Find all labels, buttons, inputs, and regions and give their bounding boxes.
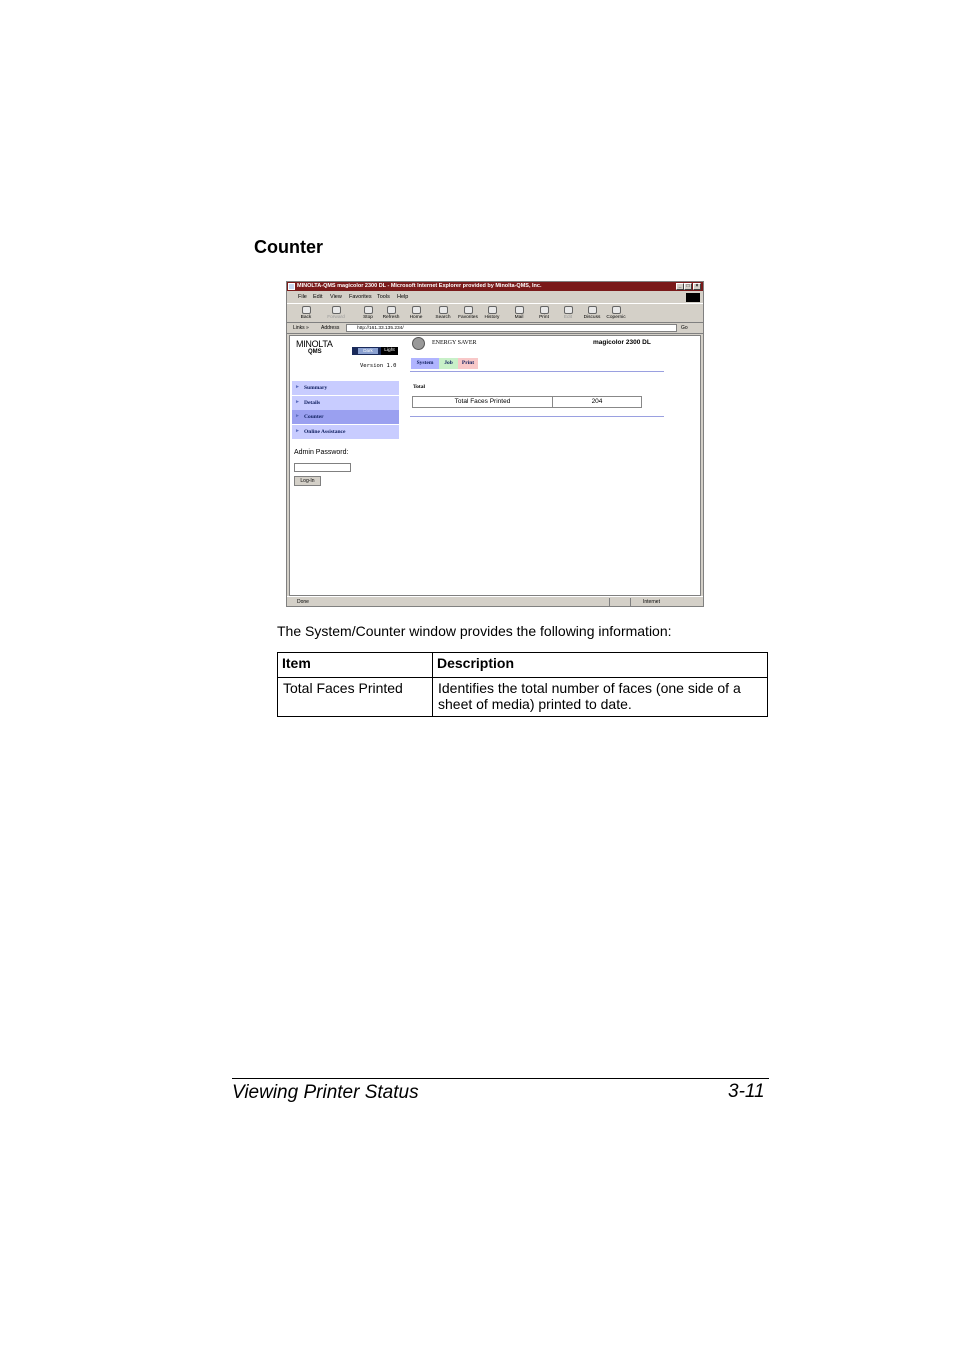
login-button[interactable]: Log-In (294, 476, 321, 486)
tab-print[interactable]: Print (458, 358, 478, 369)
menu-edit[interactable]: Edit (313, 294, 323, 300)
section-heading: Counter (254, 237, 323, 257)
menu-help[interactable]: Help (397, 294, 409, 300)
go-button[interactable]: Go (681, 325, 688, 331)
table-row (278, 678, 768, 717)
maximize-icon[interactable]: □ (684, 283, 692, 290)
menu-favorites[interactable]: Favorites (349, 294, 372, 300)
browser-title-bar (287, 282, 703, 291)
menu-view[interactable]: View (330, 294, 342, 300)
arrow-right-icon: ► (295, 414, 300, 419)
total-label: Total (413, 384, 426, 390)
table-cell-item: Total Faces Printed (278, 678, 433, 717)
home-button[interactable]: Home (405, 306, 427, 320)
refresh-button[interactable]: Refresh (380, 306, 402, 320)
discuss-button[interactable]: Discuss (581, 306, 603, 320)
divider (410, 416, 664, 417)
info-table (277, 652, 768, 717)
version-label: Version 1.0 (360, 363, 397, 369)
discuss-icon (588, 306, 597, 314)
close-icon[interactable]: × (693, 283, 701, 290)
tab-job[interactable]: Job (439, 358, 458, 369)
nav-item-details[interactable]: ► Details (292, 396, 399, 410)
counter-value: 204 (591, 398, 603, 405)
address-bar (287, 323, 703, 334)
admin-password-label: Admin Password: (294, 449, 349, 456)
status-bar (287, 596, 703, 606)
search-icon (439, 306, 448, 314)
column-header-item: Item (278, 653, 433, 678)
nav-item-online-assistance[interactable]: ► Online Assistance (292, 425, 399, 439)
energy-saver-label: ENERGY SAVER (432, 340, 477, 346)
stop-icon (364, 306, 373, 314)
status-text: Done (297, 599, 309, 605)
theme-dark-button[interactable]: Dark (358, 348, 378, 354)
browser-window-screenshot (286, 281, 704, 607)
menu-file[interactable]: File (298, 294, 307, 300)
history-icon (488, 306, 497, 314)
forward-button[interactable]: Forward (325, 306, 347, 320)
theme-light-button[interactable]: Light (381, 347, 398, 355)
mail-button[interactable]: Mail (508, 306, 530, 320)
admin-password-input[interactable] (294, 463, 351, 472)
address-label: Address (321, 325, 340, 331)
table-cell-description: Identifies the total number of faces (one side of a sheet of media) printed to date. (433, 678, 768, 717)
refresh-icon (387, 306, 396, 314)
nav-item-counter[interactable]: ► Counter (292, 410, 399, 424)
qms-logo: QMS (308, 349, 322, 355)
security-zone: Internet (643, 599, 660, 605)
browser-title: MINOLTA-QMS magicolor 2300 DL - Microsoft Internet Explorer provided by Minolta-QMS, Inc. (297, 283, 542, 289)
back-button[interactable]: Back (295, 306, 317, 320)
edit-button[interactable]: Edit (557, 306, 579, 320)
edit-icon (564, 306, 573, 314)
printer-model: magicolor 2300 DL (593, 339, 651, 346)
print-icon (540, 306, 549, 314)
minolta-logo: MINOLTA (296, 339, 333, 349)
intro-text: The System/Counter window provides the following information: (277, 623, 672, 639)
footer-chapter-title: Viewing Printer Status (232, 1082, 419, 1103)
column-header-description: Description (433, 653, 768, 678)
arrow-right-icon: ► (295, 385, 300, 390)
page-content (289, 335, 701, 596)
windows-logo-icon (686, 293, 700, 302)
copernic-icon (612, 306, 621, 314)
counter-label: Total Faces Printed (413, 397, 553, 407)
history-button[interactable]: History (481, 306, 503, 320)
footer-divider (232, 1078, 769, 1079)
print-button[interactable]: Print (533, 306, 555, 320)
tab-system[interactable]: System (411, 358, 439, 369)
copernic-button[interactable]: Copernic (605, 306, 627, 320)
table-header-row (278, 653, 768, 678)
menu-tools[interactable]: Tools (377, 294, 390, 300)
links-label[interactable]: Links » (293, 325, 309, 331)
favorites-button[interactable]: Favorites (457, 306, 479, 320)
menu-bar (287, 292, 703, 302)
arrow-right-icon: ► (295, 429, 300, 434)
address-input[interactable]: http://161.33.135.234/ (346, 324, 677, 332)
browser-toolbar (287, 303, 703, 323)
ie-icon (288, 283, 295, 290)
divider (410, 371, 664, 372)
divider (609, 598, 610, 606)
counter-table (412, 396, 642, 408)
arrow-right-icon: ► (295, 400, 300, 405)
theme-switch (352, 347, 398, 355)
search-button[interactable]: Search (432, 306, 454, 320)
mail-icon (515, 306, 524, 314)
divider (630, 598, 631, 606)
stop-button[interactable]: Stop (357, 306, 379, 320)
nav-item-summary[interactable]: ► Summary (292, 381, 399, 395)
back-icon (302, 306, 311, 314)
forward-icon (332, 306, 341, 314)
favorites-icon (464, 306, 473, 314)
energy-saver-icon (412, 337, 425, 350)
home-icon (412, 306, 421, 314)
page-number: 3-11 (728, 1081, 765, 1102)
minimize-icon[interactable]: _ (676, 283, 684, 290)
